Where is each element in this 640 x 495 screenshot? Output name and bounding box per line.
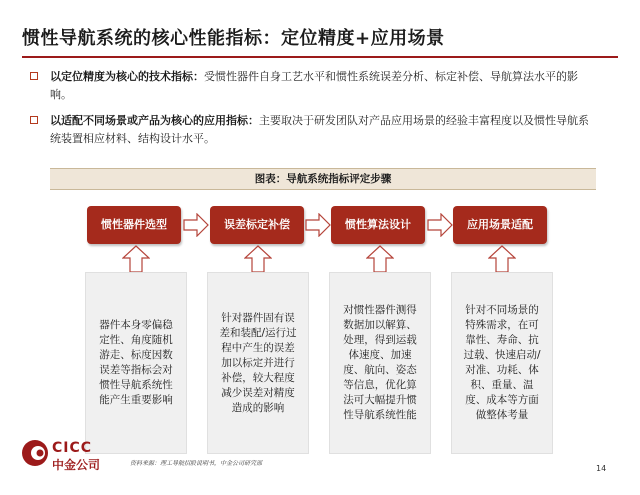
bullet-item-1 (50, 68, 590, 104)
step-2-description (207, 272, 309, 454)
square-bullet-icon (30, 72, 38, 80)
step-4-description-text: 针对不同场景的特殊需求，在可靠性、寿命、抗过载、快速启动/对准、功耗、体积、重量、温度、成本等方面做整体考量 (463, 304, 541, 421)
logo-name-cn: 中金公司 (52, 458, 101, 472)
step-3-description-text: 对惯性器件测得数据加以解算、处理，得到运载体速度、加速度、航向、姿态等信息，优化算法可大幅提升惯性导航系统性能 (343, 304, 417, 421)
step-2-box: 误差标定补偿 (210, 206, 304, 244)
bullet-1-heading: 以定位精度为核心的技术指标： (50, 70, 204, 83)
up-arrow-icon (366, 245, 394, 273)
up-arrow-icon (122, 245, 150, 273)
source-note: 资料来源：理工导航招股说明书，中金公司研究部 (130, 460, 263, 467)
step-2-description-text: 针对器件固有误差和装配/运行过程中产生的误差加以标定并进行补偿，较大程度减少误差对精度造成的影响 (219, 311, 297, 414)
logo-name-en: CICC (52, 440, 93, 456)
title-divider (22, 56, 618, 58)
right-arrow-icon (183, 213, 209, 237)
square-bullet-icon (30, 116, 38, 124)
bullet-2-heading: 以适配不同场景或产品为核心的应用指标： (50, 114, 259, 127)
step-3-box: 惯性算法设计 (331, 206, 425, 244)
step-3-description (329, 272, 431, 454)
step-1-description-text: 器件本身零偏稳定性、角度随机游走、标度因数误差等指标会对惯性导航系统性能产生重要影响 (99, 319, 173, 406)
step-4-box: 应用场景适配 (453, 206, 547, 244)
page-title: 惯性导航系统的核心性能指标：定位精度+应用场景 (22, 28, 445, 49)
cicc-logo-icon (20, 436, 50, 470)
bullet-2-text: 主要取决于研发团队对产品应用场景的经验丰富程度以及惯性导航系统装置相应材料、结构设计水平。 (50, 114, 589, 145)
right-arrow-icon (305, 213, 331, 237)
page-number: 14 (596, 464, 607, 473)
up-arrow-icon (488, 245, 516, 273)
step-1-box: 惯性器件选型 (87, 206, 181, 244)
right-arrow-icon (427, 213, 453, 237)
step-1-description (85, 272, 187, 454)
step-4-description (451, 272, 553, 454)
up-arrow-icon (244, 245, 272, 273)
chart-caption: 图表：导航系统指标评定步骤 (50, 168, 596, 190)
bullet-1-text: 受惯性器件自身工艺水平和惯性系统误差分析、标定补偿、导航算法水平的影响。 (50, 70, 578, 101)
bullet-item-2 (50, 112, 590, 148)
